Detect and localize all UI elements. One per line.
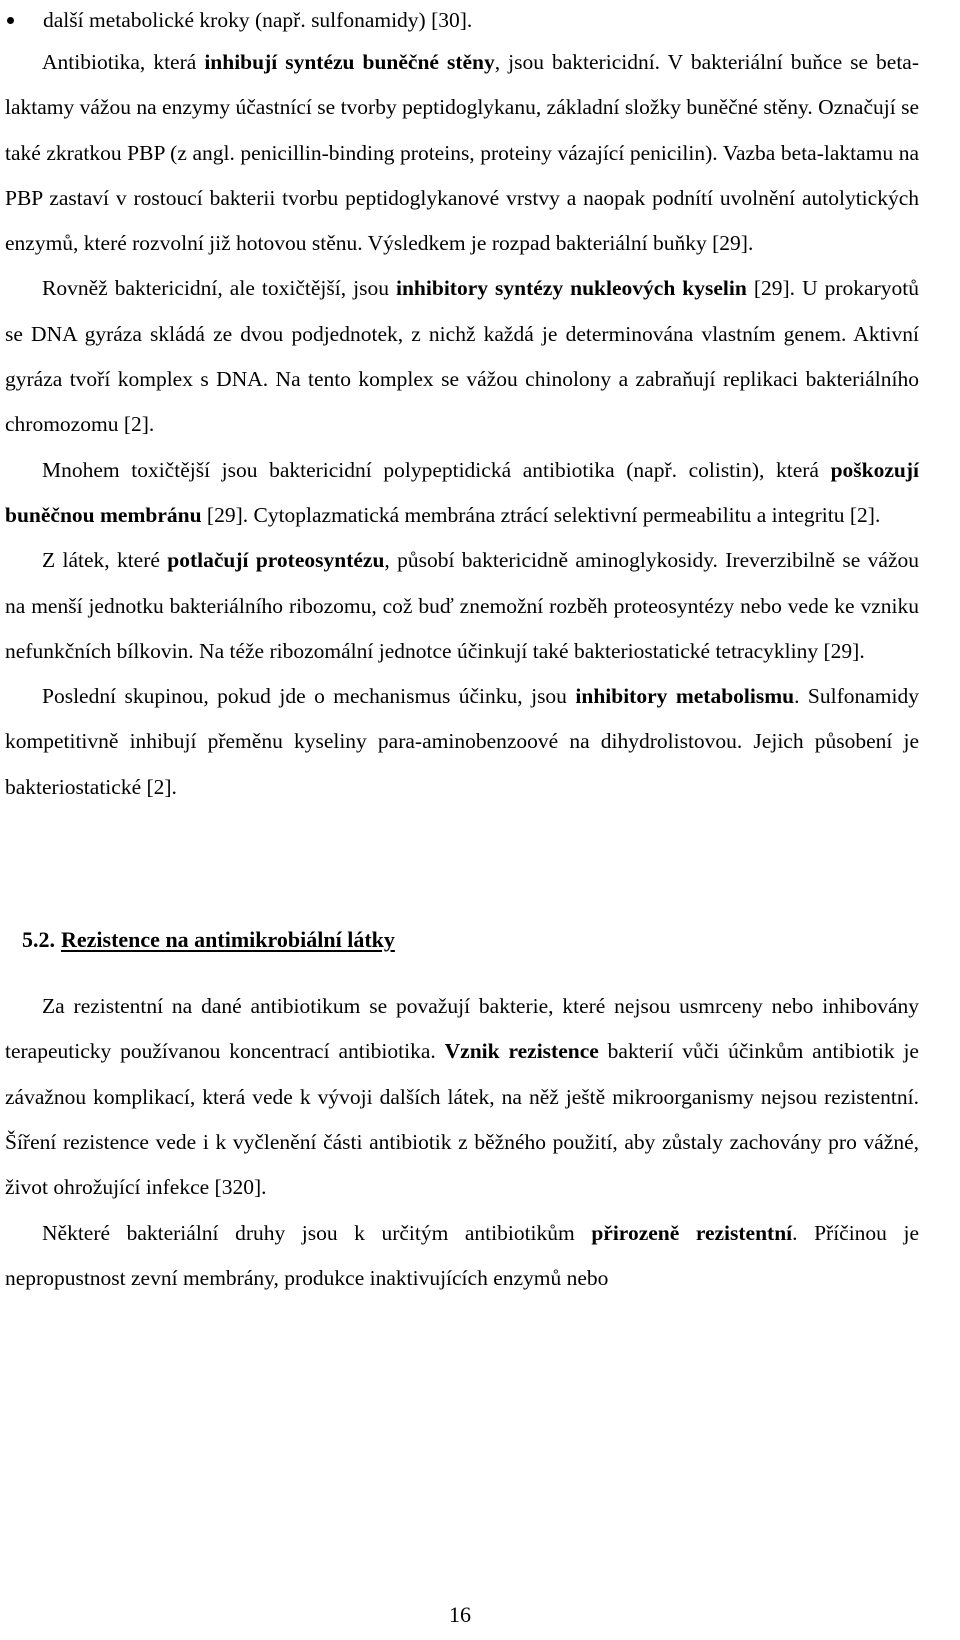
paragraph-text: Z látek, které <box>42 548 168 573</box>
paragraph-text: Některé bakteriální druhy jsou k určitým antibiotikům <box>42 1220 592 1245</box>
section-number: 5.2. <box>22 927 55 953</box>
paragraph-natural-resistance <box>5 1211 919 1302</box>
section-title: Rezistence na antimikrobiální látky <box>61 927 395 953</box>
paragraph-text: Antibiotika, která <box>42 50 205 74</box>
paragraph-resistance-definition <box>5 984 919 1210</box>
paragraph-bold-term: přirozeně rezistentní <box>591 1220 793 1245</box>
page-number: 16 <box>449 1602 471 1627</box>
paragraph-metabolism <box>5 674 919 810</box>
paragraph-text: Rovněž baktericidní, ale toxičtější, jsou <box>42 276 396 301</box>
paragraph-bold-term: inhibují syntézu buněčné stěny <box>204 50 495 74</box>
paragraph-bold-term: inhibitory metabolismu <box>575 684 795 709</box>
paragraph-text: Poslední skupinou, pokud jde o mechanismus účinku, jsou <box>42 684 576 709</box>
paragraph-proteosynthesis <box>5 538 919 674</box>
bullet-item <box>5 0 919 40</box>
paragraph-bold-term: Vznik rezistence <box>444 1039 599 1064</box>
paragraph-bold-term: inhibitory syntézy nukleových kyselin <box>396 276 747 301</box>
paragraph-text: [29]. Cytoplazmatická membrána ztrácí selektivní permeabilitu a integritu [2]. <box>201 502 881 527</box>
page-content <box>5 0 919 1301</box>
paragraph-text: bakterií vůči účinkům antibiotik je závažnou komplikací, která vede k vývoji dalších látek, na něž ještě mikroorganismy nejsou rezistentní. Šíření rezistence vede i k vyčlenění části antibiotik z běžného použití, aby zůstaly zachovány pro vážné, život ohrožující infekce [320]. <box>5 1039 919 1200</box>
bullet-dot-icon <box>7 17 14 24</box>
section-heading <box>22 918 919 962</box>
paragraph-text: Mnohem toxičtější jsou baktericidní polypeptidická antibiotika (např. colistin), která <box>42 457 831 482</box>
paragraph-text: . Sulfonamidy kompetitivně inhibují přeměnu kyseliny para-aminobenzoové na dihydrolistovou. Jejich působení je bakteriostatické [2]. <box>5 684 919 799</box>
paragraph-bold-term: poškozují buněčnou membránu <box>5 457 919 527</box>
paragraph-text: Za rezistentní na dané antibiotikum se považují bakterie, které nejsou usmrceny nebo inhibovány terapeuticky používanou koncentrací antibiotika. <box>5 994 919 1064</box>
paragraph-membrane <box>5 448 919 539</box>
paragraph-text: , působí baktericidně aminoglykosidy. Ireverzibilně se vážou na menší jednotku bakteriálního ribozomu, což buď znemožní rozběh proteosyntézy nebo vede ke vzniku nefunkčních bílkovin. Na téže ribozomální jednotce účinkují také bakteriostatické tetracykliny [29]. <box>5 548 919 663</box>
paragraph-text: . Příčinou je nepropustnost zevní membrány, produkce inaktivujících enzymů nebo <box>5 1220 919 1290</box>
paragraph-text: [29]. U prokaryotů se DNA gyráza skládá ze dvou podjednotek, z nichž každá je determinována vlastním genem. Aktivní gyráza tvoří komplex s DNA. Na tento komplex se vážou chinolony a zabraňují replikaci bakteriálního chromozomu [2]. <box>5 276 919 437</box>
paragraph-nucleic-acids <box>5 266 919 447</box>
paragraph-text: , jsou baktericidní. V bakteriální buňce se beta-laktamy vážou na enzymy účastnící se tvorby peptidoglykanu, základní složky buněčné stěny. Označují se také zkratkou PBP (z angl. penicillin-binding proteins, proteiny vázající penicilin). Vazba beta-laktamu na PBP zastaví v rostoucí bakterii tvorbu peptidoglykanové vrstvy a naopak podnítí uvolnění autolytických enzymů, které rozvolní již hotovou stěnu. Výsledkem je rozpad bakteriální buňky [29]. <box>5 50 920 256</box>
paragraph-bold-term: potlačují proteosyntézu <box>167 548 385 573</box>
bullet-text: další metabolické kroky (např. sulfonamidy) [30]. <box>43 8 473 32</box>
paragraph-cell-wall <box>5 40 919 266</box>
heading-spacer <box>5 962 919 984</box>
